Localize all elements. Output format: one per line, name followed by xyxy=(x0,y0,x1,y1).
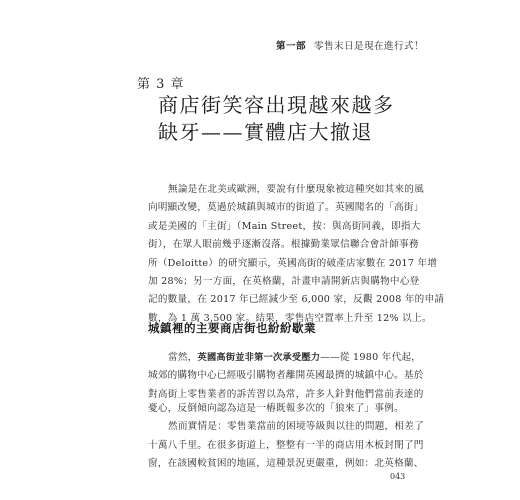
paragraph-line: 憂心，反倒傾向認為這是一樁既報多次的「狼來了」事例。 xyxy=(148,403,404,414)
paragraph-line: 數，為 1 萬 3,500 家。結果，零售店空置率上升至 12% 以上。 xyxy=(148,312,432,324)
paragraph-line: 記的數量，在 2017 年已經減少至 6,000 家，反觀 2008 年的申請 xyxy=(148,294,445,306)
body-paragraph-3 xyxy=(148,400,424,474)
paragraph-line: 向明顯改變，莫過於城鎮與城市的街道了。英國聞名的「高街」 xyxy=(148,202,424,214)
paragraph-line: 然而實情是：零售業當前的困境等級與以往的問題，相差了 xyxy=(168,421,424,433)
body-paragraph-1 xyxy=(148,181,445,328)
paragraph-line: 無論是在北美或歐洲，要說有什麼現象被這種突如其來的風 xyxy=(168,184,424,195)
paragraph-line: 街），在眾人眼前幾乎逐漸沒落。根據勤業眾信聯合會計師事務 xyxy=(148,239,419,251)
chapter-title-line-1: 商店街笑容出現越來越多 xyxy=(158,93,395,117)
paragraph-text: 當然， xyxy=(168,352,198,363)
emphasized-phrase: 英國高街並非第一次承受壓力 xyxy=(197,352,321,363)
paragraph-line: 對高街上零售業者的訴苦習以為常，許多人針對他們當前表達的 xyxy=(148,388,424,400)
paragraph-line: 所（Deloitte）的研究顯示，英國高街的破產店家數在 2017 年增 xyxy=(148,257,438,269)
body-paragraph-2 xyxy=(148,349,424,404)
paragraph-line: 城郊的購物中心已經吸引購物者離開英國最擠的城鎮中心。基於 xyxy=(148,370,424,382)
running-title: 零售末日是現在進行式！ xyxy=(313,41,424,52)
chapter-title-line-2: 缺牙——實體店大撤退 xyxy=(158,120,373,144)
page-number: 043 xyxy=(390,472,406,481)
part-label: 第一部 xyxy=(275,41,306,52)
chapter-number: 第 3 章 xyxy=(137,77,185,92)
paragraph-line: 或是美國的「主街」（Main Street，按：與高街同義，即指大 xyxy=(148,220,421,232)
running-header xyxy=(276,38,424,52)
section-heading: 城鎮裡的主要商店街也紛紛歇業 xyxy=(148,321,316,335)
paragraph-line xyxy=(148,349,422,367)
paragraph-line: 窗，在該國較貧困的地區，這種景況更嚴重，例如：北英格蘭、 xyxy=(148,458,424,470)
chapter-title xyxy=(158,92,395,146)
paragraph-line: 十萬八千里。在很多街道上，整整有一半的商店用木板封閉了門 xyxy=(148,439,424,451)
paragraph-line: 加 28%；另一方面，在英格蘭，計畫申請開新店與購物中心登 xyxy=(148,275,420,287)
paragraph-text: ——從 1980 年代起， xyxy=(320,352,422,363)
